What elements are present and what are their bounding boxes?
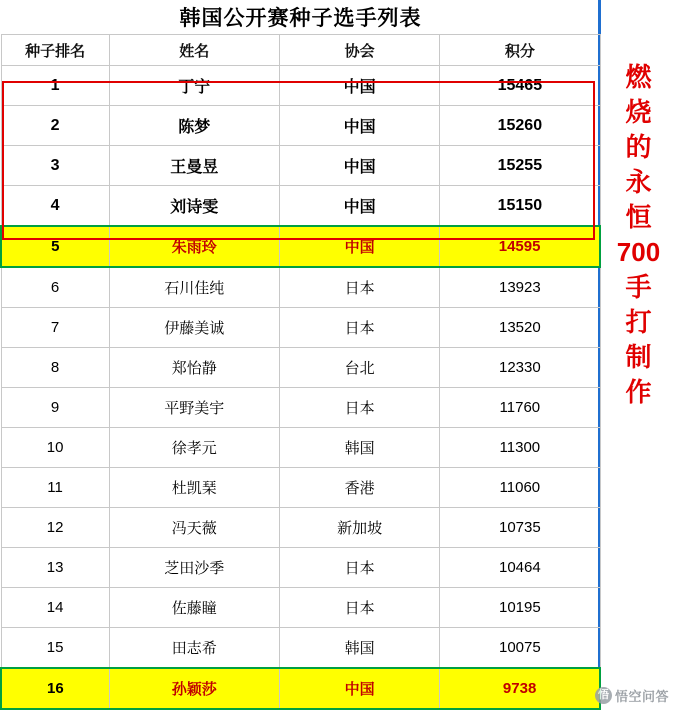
sidebar-char: 制: [625, 342, 652, 372]
cell-assoc: 香港: [279, 468, 439, 508]
cell-rank: 15: [1, 628, 109, 669]
column-header-points: 积分: [440, 35, 600, 66]
cell-name: 佐藤瞳: [109, 588, 279, 628]
table-row: [1, 106, 600, 146]
cell-assoc: 中国: [279, 226, 439, 267]
table-row: [1, 66, 600, 106]
watermark-logo-icon: 悟: [595, 687, 612, 704]
table-row: [1, 468, 600, 508]
cell-rank: 8: [1, 348, 109, 388]
table-row: [1, 267, 600, 308]
table-row-highlighted: [1, 668, 600, 709]
cell-rank: 12: [1, 508, 109, 548]
cell-name: 郑怡静: [109, 348, 279, 388]
cell-rank: 7: [1, 308, 109, 348]
cell-rank: 5: [1, 226, 109, 267]
sidebar-char: 烧: [625, 97, 652, 127]
sidebar-vertical-caption: [604, 60, 673, 410]
cell-name: 芝田沙季: [109, 548, 279, 588]
table-title-row: [1, 0, 600, 35]
page-title: 韩国公开赛种子选手列表: [1, 0, 600, 35]
cell-assoc: 中国: [279, 146, 439, 186]
cell-rank: 10: [1, 428, 109, 468]
table-header-row: [1, 35, 600, 66]
cell-rank: 16: [1, 668, 109, 709]
table-row: [1, 508, 600, 548]
cell-points: 11300: [440, 428, 600, 468]
cell-rank: 13: [1, 548, 109, 588]
cell-points: 11760: [440, 388, 600, 428]
cell-name: 徐孝元: [109, 428, 279, 468]
sidebar-char: 恒: [625, 202, 652, 232]
cell-name: 朱雨玲: [109, 226, 279, 267]
cell-points: 15260: [440, 106, 600, 146]
cell-assoc: 日本: [279, 308, 439, 348]
cell-assoc: 韩国: [279, 628, 439, 669]
table-row: [1, 388, 600, 428]
cell-name: 平野美宇: [109, 388, 279, 428]
cell-assoc: 中国: [279, 106, 439, 146]
cell-points: 10735: [440, 508, 600, 548]
column-header-assoc: 协会: [279, 35, 439, 66]
cell-name: 陈梦: [109, 106, 279, 146]
cell-assoc: 日本: [279, 588, 439, 628]
cell-assoc: 韩国: [279, 428, 439, 468]
cell-name: 杜凯琹: [109, 468, 279, 508]
cell-points: 15255: [440, 146, 600, 186]
column-header-name: 姓名: [109, 35, 279, 66]
table-row: [1, 186, 600, 227]
sidebar-char: 手: [625, 272, 652, 302]
cell-name: 王曼昱: [109, 146, 279, 186]
cell-rank: 14: [1, 588, 109, 628]
cell-rank: 3: [1, 146, 109, 186]
cell-rank: 6: [1, 267, 109, 308]
table-row: [1, 428, 600, 468]
cell-points: 9738: [440, 668, 600, 709]
cell-assoc: 中国: [279, 66, 439, 106]
cell-points: 10195: [440, 588, 600, 628]
cell-rank: 4: [1, 186, 109, 227]
table-row: [1, 548, 600, 588]
cell-name: 石川佳纯: [109, 267, 279, 308]
table-row: [1, 146, 600, 186]
sidebar-char: 打: [625, 307, 652, 337]
cell-name: 刘诗雯: [109, 186, 279, 227]
cell-points: 15465: [440, 66, 600, 106]
cell-points: 13520: [440, 308, 600, 348]
watermark-text: 悟空问答: [614, 689, 669, 704]
cell-name: 田志希: [109, 628, 279, 669]
cell-points: 10464: [440, 548, 600, 588]
sidebar-char: 永: [625, 167, 652, 197]
cell-points: 13923: [440, 267, 600, 308]
cell-points: 14595: [440, 226, 600, 267]
cell-rank: 11: [1, 468, 109, 508]
cell-points: 15150: [440, 186, 600, 227]
cell-rank: 1: [1, 66, 109, 106]
sidebar-char: 燃: [625, 62, 652, 92]
cell-assoc: 日本: [279, 267, 439, 308]
table-row: [1, 348, 600, 388]
table-row-highlighted: [1, 226, 600, 267]
cell-name: 丁宁: [109, 66, 279, 106]
cell-points: 11060: [440, 468, 600, 508]
cell-points: 12330: [440, 348, 600, 388]
cell-assoc: 新加坡: [279, 508, 439, 548]
table-row: [1, 628, 600, 669]
cell-assoc: 中国: [279, 668, 439, 709]
sidebar-char: 700: [616, 237, 661, 267]
sidebar-char: 的: [625, 132, 652, 162]
cell-name: 孙颖莎: [109, 668, 279, 709]
watermark: [595, 686, 669, 705]
table-row: [1, 308, 600, 348]
column-header-rank: 种子排名: [1, 35, 109, 66]
cell-rank: 2: [1, 106, 109, 146]
table-row: [1, 588, 600, 628]
cell-assoc: 日本: [279, 548, 439, 588]
cell-rank: 9: [1, 388, 109, 428]
cell-points: 10075: [440, 628, 600, 669]
cell-name: 冯天薇: [109, 508, 279, 548]
sidebar-char: 作: [625, 377, 652, 407]
cell-name: 伊藤美诚: [109, 308, 279, 348]
cell-assoc: 日本: [279, 388, 439, 428]
cell-assoc: 台北: [279, 348, 439, 388]
cell-assoc: 中国: [279, 186, 439, 227]
sidebar-annotation: [604, 0, 673, 709]
